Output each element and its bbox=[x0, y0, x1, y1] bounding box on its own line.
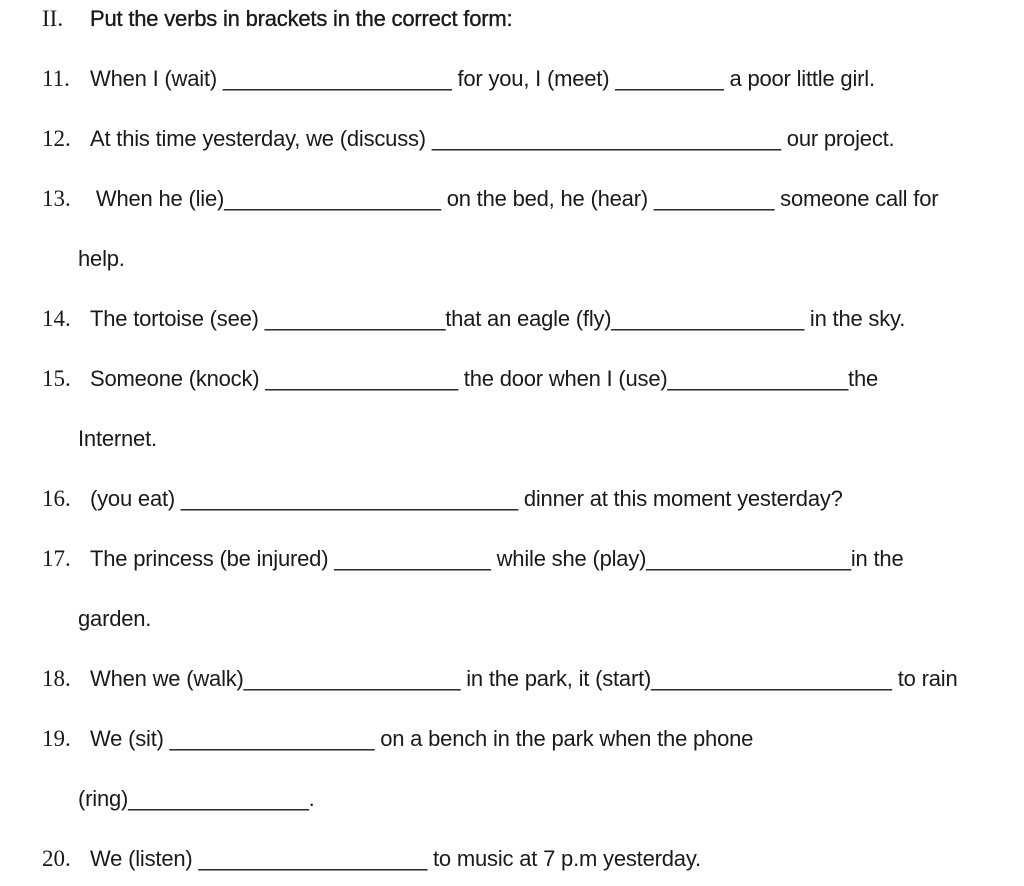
heading-text: Put the verbs in brackets in the correct form: bbox=[90, 6, 513, 31]
item-number: 18. bbox=[42, 666, 71, 691]
item-text-continuation: garden. bbox=[78, 606, 152, 631]
item-text-continuation: (ring)_______________. bbox=[78, 786, 315, 811]
item-text: At this time yesterday, we (discuss) _____________________________ our project. bbox=[90, 126, 895, 151]
item-number: 15. bbox=[42, 366, 71, 391]
heading-number: II. bbox=[42, 6, 64, 31]
item-number: 17. bbox=[42, 546, 71, 571]
item-number: 12. bbox=[42, 126, 71, 151]
item-text-continuation: help. bbox=[78, 246, 125, 271]
item-text: We (sit) _________________ on a bench in the park when the phone bbox=[90, 726, 754, 751]
item-number: 11. bbox=[42, 66, 70, 91]
item-text: Someone (knock) ________________ the door when I (use)_______________the bbox=[90, 366, 879, 391]
item-text: The princess (be injured) _____________ while she (play)_________________in the bbox=[90, 546, 904, 571]
item-number: 14. bbox=[42, 306, 71, 331]
item-text-continuation: Internet. bbox=[78, 426, 157, 451]
item-number: 19. bbox=[42, 726, 71, 751]
item-number: 20. bbox=[42, 846, 71, 871]
item-text: When I (wait) ___________________ for you, I (meet) _________ a poor little girl. bbox=[90, 66, 875, 91]
item-text: We (listen) ___________________ to music at 7 p.m yesterday. bbox=[90, 846, 701, 871]
item-text: The tortoise (see) _______________that an eagle (fly)________________ in the sky. bbox=[90, 306, 906, 331]
item-number: 16. bbox=[42, 486, 71, 511]
item-text: (you eat) ____________________________ dinner at this moment yesterday? bbox=[90, 486, 843, 511]
item-text: When we (walk)__________________ in the park, it (start)____________________ to rain bbox=[90, 666, 958, 691]
item-text: When he (lie)__________________ on the bed, he (hear) __________ someone call for bbox=[90, 186, 939, 211]
item-number: 13. bbox=[42, 186, 71, 211]
